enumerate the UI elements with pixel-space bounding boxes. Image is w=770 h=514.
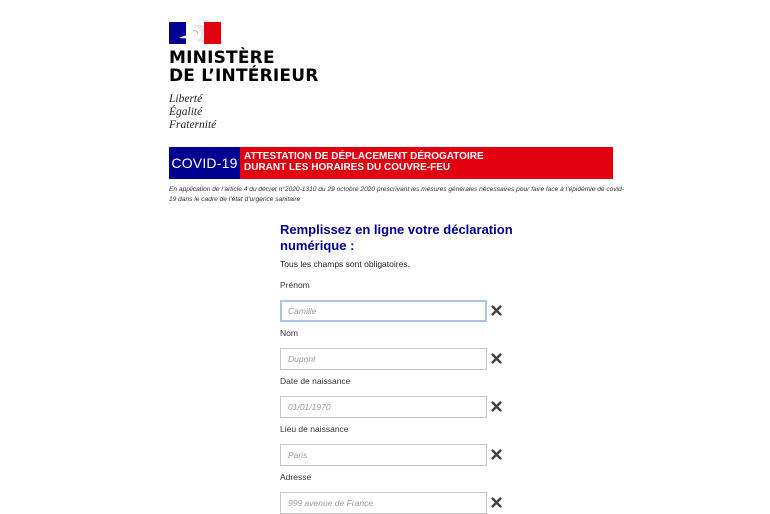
birthplace-row	[280, 444, 520, 466]
motto-egalite: Égalité	[169, 106, 203, 118]
marianne-flag-logo	[169, 22, 221, 44]
covid-tag: COVID-19	[169, 147, 240, 179]
declaration-form	[280, 222, 520, 482]
clear-address-icon[interactable]	[491, 497, 502, 508]
address-input[interactable]	[280, 492, 487, 514]
birthdate-row	[280, 396, 520, 418]
address-row	[280, 492, 520, 514]
motto-fraternite: Fraternité	[169, 119, 217, 131]
attestation-title-line1: ATTESTATION DE DÉPLACEMENT DÉROGATOIRE	[244, 151, 484, 162]
clear-birthdate-icon[interactable]	[491, 401, 502, 412]
birthplace-label: Lieu de naissance	[280, 424, 349, 434]
republic-motto	[169, 93, 369, 132]
form-subtext: Tous les champs sont obligatoires.	[280, 259, 410, 269]
ministry-name	[169, 49, 369, 85]
ministry-name-line1: MINISTÈRE	[169, 48, 275, 68]
lastname-label: Nom	[280, 328, 298, 338]
attestation-title-line2: DURANT LES HORAIRES DU COUVRE-FEU	[244, 162, 451, 173]
form-heading: Remplissez en ligne votre déclaration numérique :	[280, 222, 513, 253]
field-address	[280, 472, 520, 514]
field-birthdate	[280, 376, 520, 418]
covid-banner	[169, 147, 613, 179]
address-label: Adresse	[280, 472, 312, 482]
lastname-input[interactable]	[280, 348, 487, 370]
attestation-title	[240, 147, 484, 179]
clear-birthplace-icon[interactable]	[491, 449, 502, 460]
ministry-logo	[169, 22, 369, 132]
birthdate-input[interactable]	[280, 396, 487, 418]
firstname-input[interactable]	[280, 300, 487, 322]
lastname-row	[280, 348, 520, 370]
motto-liberte: Liberté	[169, 93, 203, 105]
clear-firstname-icon[interactable]	[491, 305, 502, 316]
firstname-row	[280, 300, 520, 322]
birthdate-label: Date de naissance	[280, 376, 351, 386]
decree-note: En application de l’article 4 du décret n°2020-1310 du 29 octobre 2020 prescrivant les mesures générales nécessaires pour faire face à l’épidémie de covid-19 dans le cadre de l’état d’urgence sanitaire	[169, 186, 624, 203]
field-lastname	[280, 328, 520, 370]
ministry-name-line2: DE L’INTÉRIEUR	[169, 66, 319, 86]
clear-lastname-icon[interactable]	[491, 353, 502, 364]
field-firstname	[280, 280, 520, 322]
birthplace-input[interactable]	[280, 444, 487, 466]
firstname-label: Prénom	[280, 280, 310, 290]
field-birthplace	[280, 424, 520, 466]
